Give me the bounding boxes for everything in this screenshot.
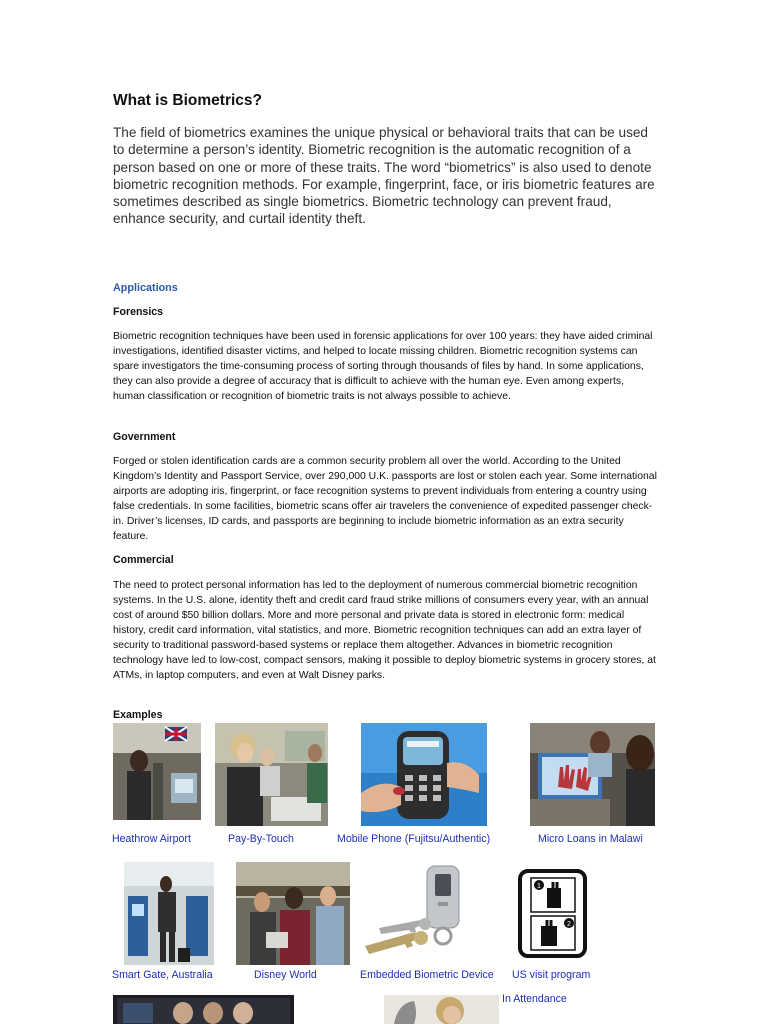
intro-paragraph: The field of biometrics examines the unique physical or behavioral traits that can be used to determine a person’s identity. Biometric recognition is the automatic recognition of a person based on one or more of these traits. The word “biometrics” is also used to denote biometric recognition methods. For example, fingerprint, face, or iris biometric features are sometimes described as single biometrics. Biometric technology can prevent fraud, enhance security, and curtail identity theft. (113, 125, 655, 227)
example-caption-mobile-phone[interactable]: Mobile Phone (Fujitsu/Authentic) (337, 833, 491, 845)
commercial-heading: Commercial (113, 554, 174, 566)
us-visit-program-photo (517, 868, 588, 959)
example-caption-in-attendance[interactable]: In Attendance (502, 993, 567, 1005)
example-caption-embedded-biometric-device[interactable]: Embedded Biometric Device (360, 969, 494, 981)
example-caption-smart-gate-australia[interactable]: Smart Gate, Australia (112, 969, 213, 981)
forensics-heading: Forensics (113, 306, 164, 318)
commercial-paragraph: The need to protect personal information has led to the deployment of numerous commercial biometric recognition systems. In the U.S. alone, identity theft and credit card fraud strike millions of consumers every year, with an annual cost of around $50 billion dollars. More and more personal and private data is stored in electronic form: medical history, credit card information, vital statistics, and more. Biometric recognition techniques can add an extra layer of security to traditional password-based systems or replace them altogether. Advances in biometric recognition technology have led to low-cost, compact sensors, making it possible to deploy biometric systems in grocery stores, at ATMs, in laptop computers, and even at Walt Disney parks. (113, 580, 656, 681)
disney-world-photo (236, 862, 350, 965)
svg-text:1: 1 (537, 883, 541, 890)
example-caption-pay-by-touch[interactable]: Pay-By-Touch (228, 833, 294, 845)
applications-heading: Applications (113, 282, 178, 294)
example-caption-us-visit-program[interactable]: US visit program (512, 969, 591, 981)
pay-by-touch-photo (215, 723, 328, 826)
in-attendance-photo (384, 995, 499, 1024)
examples-heading: Examples (113, 709, 163, 721)
government-heading: Government (113, 431, 176, 443)
heathrow-airport-photo (113, 723, 201, 820)
embedded-biometric-device-photo (361, 862, 463, 965)
example-caption-heathrow-airport[interactable]: Heathrow Airport (112, 833, 191, 845)
mobile-phone-photo (361, 723, 487, 826)
svg-text:2: 2 (567, 921, 571, 928)
example-caption-disney-world[interactable]: Disney World (254, 969, 317, 981)
government-paragraph: Forged or stolen identification cards are a common security problem all over the world. According to the United Kingdom’s Identity and Passport Service, over 290,000 U.K. passports are lost or stolen each year. Some international airports are adopting iris, fingerprint, or face recognition systems to prevent individuals from entering a country using false credentials. In some facilities, biometric scans offer air travelers the convenience of expedited passenger check-in. Driver’s licenses, ID cards, and passports are beginning to include biometric information as an extra security feature. (113, 456, 657, 542)
micro-loans-malawi-photo (530, 723, 655, 826)
page-title: What is Biometrics? (113, 92, 262, 109)
row3-left-photo (113, 995, 294, 1024)
example-caption-micro-loans-malawi[interactable]: Micro Loans in Malawi (538, 833, 643, 845)
forensics-paragraph: Biometric recognition techniques have been used in forensic applications for over 100 years: they have aided criminal investigations, identified disaster victims, and helped to locate missing children. Biometric recognition systems can spare investigators the time-consuming process of sorting through thousands of files by hand. In some applications, they can also provide a degree of accuracy that is difficult to achieve with the human eye. Even among experts, human classification or recognition of biometric traits is not always possible to achieve. (113, 331, 653, 402)
smart-gate-australia-photo (124, 862, 214, 965)
